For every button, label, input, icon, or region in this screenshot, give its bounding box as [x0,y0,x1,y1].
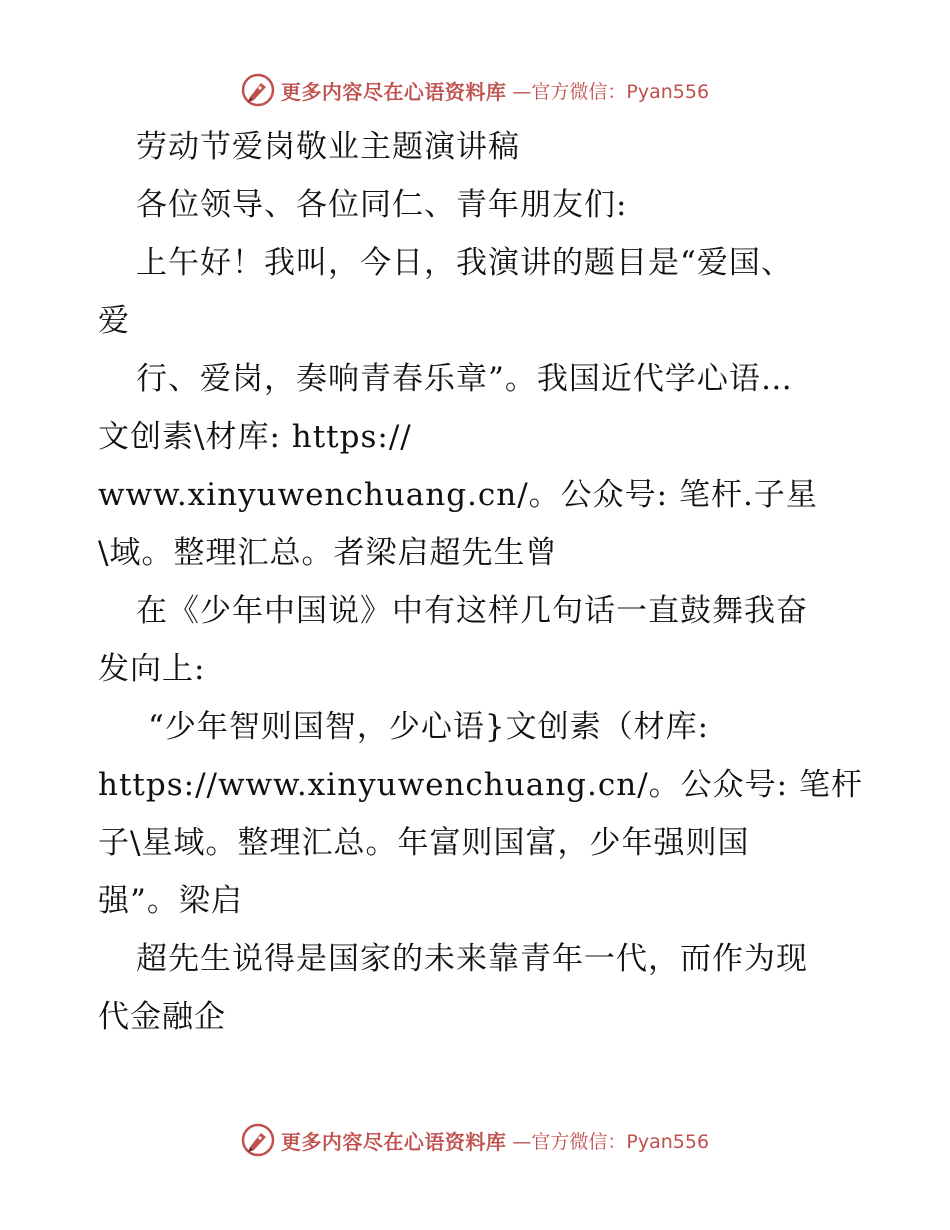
header-banner-wechat: —官方微信：Pyan556 [512,80,710,103]
text-line: 强”。梁启 [98,883,243,919]
footer-banner-text: 更多内容尽在心语资料库 [280,1129,507,1154]
header-banner [0,70,950,110]
text-line: www.xinyuwenchuang.cn/。公众号: 笔杆.子星 [98,477,818,513]
pen-nib-logo-icon [241,73,275,107]
text-line: 子\星域。整理汇总。年富则国富，少年强则国 [98,825,750,861]
header-banner-content [241,73,709,107]
header-banner-text: 更多内容尽在心语资料库 [280,79,507,104]
text-line: 代金融企 [98,999,226,1035]
footer-banner-wechat: —官方微信：Pyan556 [512,1130,710,1153]
document-title: 劳动节爱岗敬业主题演讲稿 [136,129,520,165]
text-line: https://www.xinyuwenchuang.cn/。公众号: 笔杆 [98,767,863,803]
text-line: 各位领导、各位同仁、青年朋友们: [136,187,628,223]
text-line: “少年智则国智，少心语}文创素（材库: [148,709,710,745]
pen-nib-logo-icon [241,1123,275,1157]
text-line: 在《少年中国说》中有这样几句话一直鼓舞我奋 [136,593,808,629]
footer-banner [0,1120,950,1160]
text-line: 上午好！我叫，今日，我演讲的题目是“爱国、 [136,245,793,281]
text-line: 发向上: [98,651,206,687]
document-body [98,118,878,1046]
text-line: 行、爱岗，奏响青春乐章”。我国近代学心语… [136,361,793,397]
text-line: 爱 [98,303,130,339]
text-line: 文创素\材库: https:// [98,419,412,455]
footer-banner-content [241,1123,709,1157]
text-line: 超先生说得是国家的未来靠青年一代，而作为现 [136,941,808,977]
text-line: \域。整理汇总。者梁启超先生曾 [98,535,558,571]
